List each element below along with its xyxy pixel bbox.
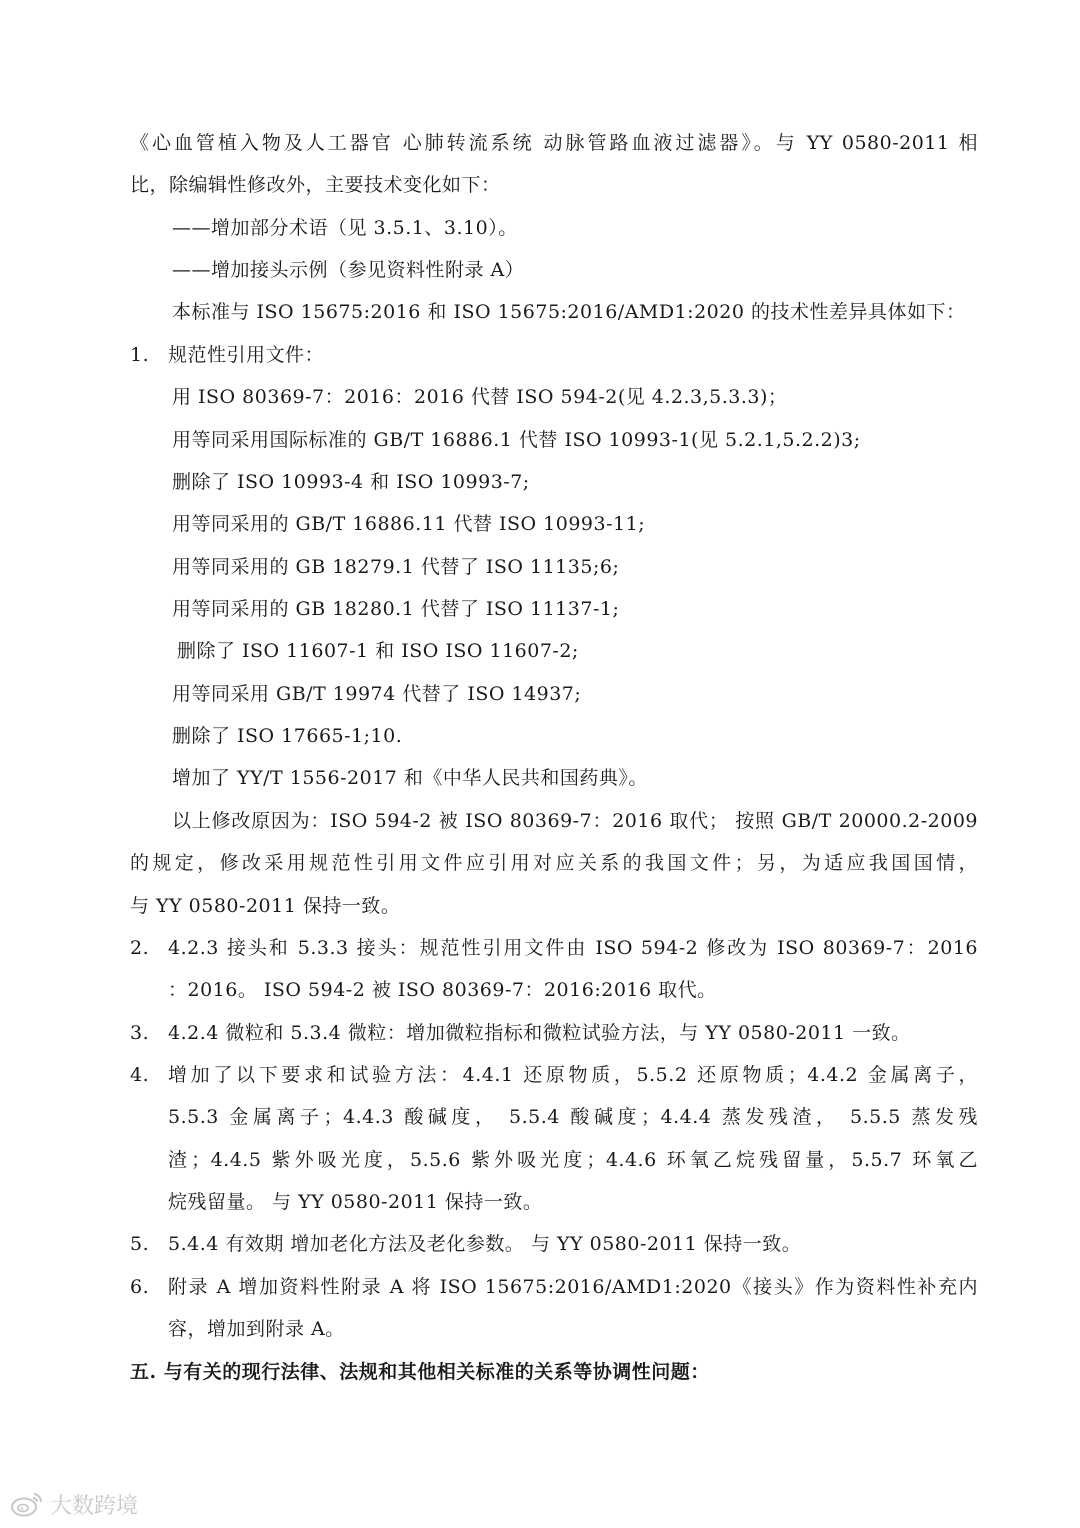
reference-change: 增加了 YY/T 1556-2017 和《中华人民共和国药典》。 [172,767,648,789]
paragraph-text: 比，除编辑性修改外，主要技术变化如下： [130,174,501,196]
text-line [0,419,1080,461]
text-line [0,1054,1080,1096]
list-item-text: 容，增加到附录 A。 [168,1318,345,1340]
paragraph-text: 以上修改原因为：ISO 594-2 被 ISO 80369-7：2016 取代； 按照 GB/T 20000.2-2009 [172,810,978,832]
text-line [0,249,1080,291]
text-line [0,588,1080,630]
list-number: 6. [130,1276,150,1298]
reference-change: 删除了 ISO 10993-4 和 ISO 10993-7; [172,471,530,493]
text-line [0,1139,1080,1181]
paragraph-text: 与 YY 0580-2011 保持一致。 [130,895,401,917]
reference-change: 删除了 ISO 11607-1 和 ISO ISO 11607-2; [177,640,579,662]
text-line [0,885,1080,927]
text-line [0,673,1080,715]
text-line [0,800,1080,842]
reference-change: 用等同采用的 GB 18280.1 代替了 ISO 11137-1; [172,598,620,620]
text-line [0,291,1080,333]
list-item-text: 附录 A 增加资料性附录 A 将 ISO 15675:2016/AMD1:2020《接头》作为资料性补充内 [168,1276,978,1298]
watermark [10,1484,138,1524]
paragraph-text: 本标准与 ISO 15675:2016 和 ISO 15675:2016/AMD1:2020 的技术性差异具体如下： [172,301,966,323]
list-item-text: 增加了以下要求和试验方法：4.4.1 还原物质，5.5.2 还原物质；4.4.2 金属离子， [168,1064,978,1086]
list-item-text: 4.2.3 接头和 5.3.3 接头：规范性引用文件由 ISO 594-2 修改为 ISO 80369-7：2016 [168,937,978,959]
reference-change: 用 ISO 80369-7：2016：2016 代替 ISO 594-2(见 4.2.3,5.3.3)； [172,386,788,408]
list-item-text: 5.5.3 金属离子；4.4.3 酸碱度， 5.5.4 酸碱度；4.4.4 蒸发残渣， 5.5.5 蒸发残 [168,1106,978,1128]
list-item-text: 规范性引用文件： [168,344,325,366]
list-item-text: 渣；4.4.5 紫外吸光度，5.5.6 紫外吸光度；4.4.6 环氧乙烷残留量，5.5.7 环氧乙 [168,1149,978,1171]
text-line [0,122,1080,164]
list-number: 3. [130,1022,150,1044]
reference-change: 用等同采用国际标准的 GB/T 16886.1 代替 ISO 10993-1(见 5.2.1,5.2.2)3; [172,429,861,451]
text-line [0,461,1080,503]
text-line [0,715,1080,757]
list-number: 1. [130,344,150,366]
text-line [0,376,1080,418]
weibo-logo-icon [10,1490,44,1518]
text-line [0,207,1080,249]
text-line [0,842,1080,884]
text-line [0,546,1080,588]
text-line [0,969,1080,1011]
change-item: ——增加部分术语（见 3.5.1、3.10）。 [172,217,518,239]
reference-change: 删除了 ISO 17665-1;10. [172,725,403,747]
text-line [0,1308,1080,1350]
watermark-text: 大数跨境 [50,1493,139,1519]
list-number: 5. [130,1233,150,1255]
list-number: 4. [130,1064,150,1086]
text-line [0,1266,1080,1308]
text-line [0,630,1080,672]
paragraph-text: 《心血管植入物及人工器官 心肺转流系统 动脉管路血液过滤器》。与 YY 0580-2011 相 [130,132,978,154]
text-line [0,1181,1080,1223]
reference-change: 用等同采用的 GB 18279.1 代替了 ISO 11135;6; [172,556,620,578]
text-line [0,164,1080,206]
list-item-text: 5.4.4 有效期 增加老化方法及老化参数。 与 YY 0580-2011 保持一致。 [168,1233,802,1255]
change-item: ——增加接头示例（参见资料性附录 A） [172,259,525,281]
text-line [0,927,1080,969]
reference-change: 用等同采用的 GB/T 16886.11 代替 ISO 10993-11; [172,513,646,535]
text-line [0,503,1080,545]
list-number: 2. [130,937,150,959]
list-item-text: 4.2.4 微粒和 5.3.4 微粒：增加微粒指标和微粒试验方法，与 YY 0580-2011 一致。 [168,1022,911,1044]
list-item-text: ：2016。 ISO 594-2 被 ISO 80369-7：2016:2016 取代。 [168,979,717,1001]
text-line [0,1223,1080,1265]
reference-change: 用等同采用 GB/T 19974 代替了 ISO 14937; [172,683,582,705]
text-line [0,1096,1080,1138]
list-item-text: 烷残留量。 与 YY 0580-2011 保持一致。 [168,1191,543,1213]
text-line [0,757,1080,799]
section-heading: 五. 与有关的现行法律、法规和其他相关标准的关系等协调性问题： [130,1361,710,1383]
paragraph-text: 的规定，修改采用规范性引用文件应引用对应关系的我国文件；另，为适应我国国情， [130,852,978,874]
text-line [0,1012,1080,1054]
text-line [0,334,1080,376]
